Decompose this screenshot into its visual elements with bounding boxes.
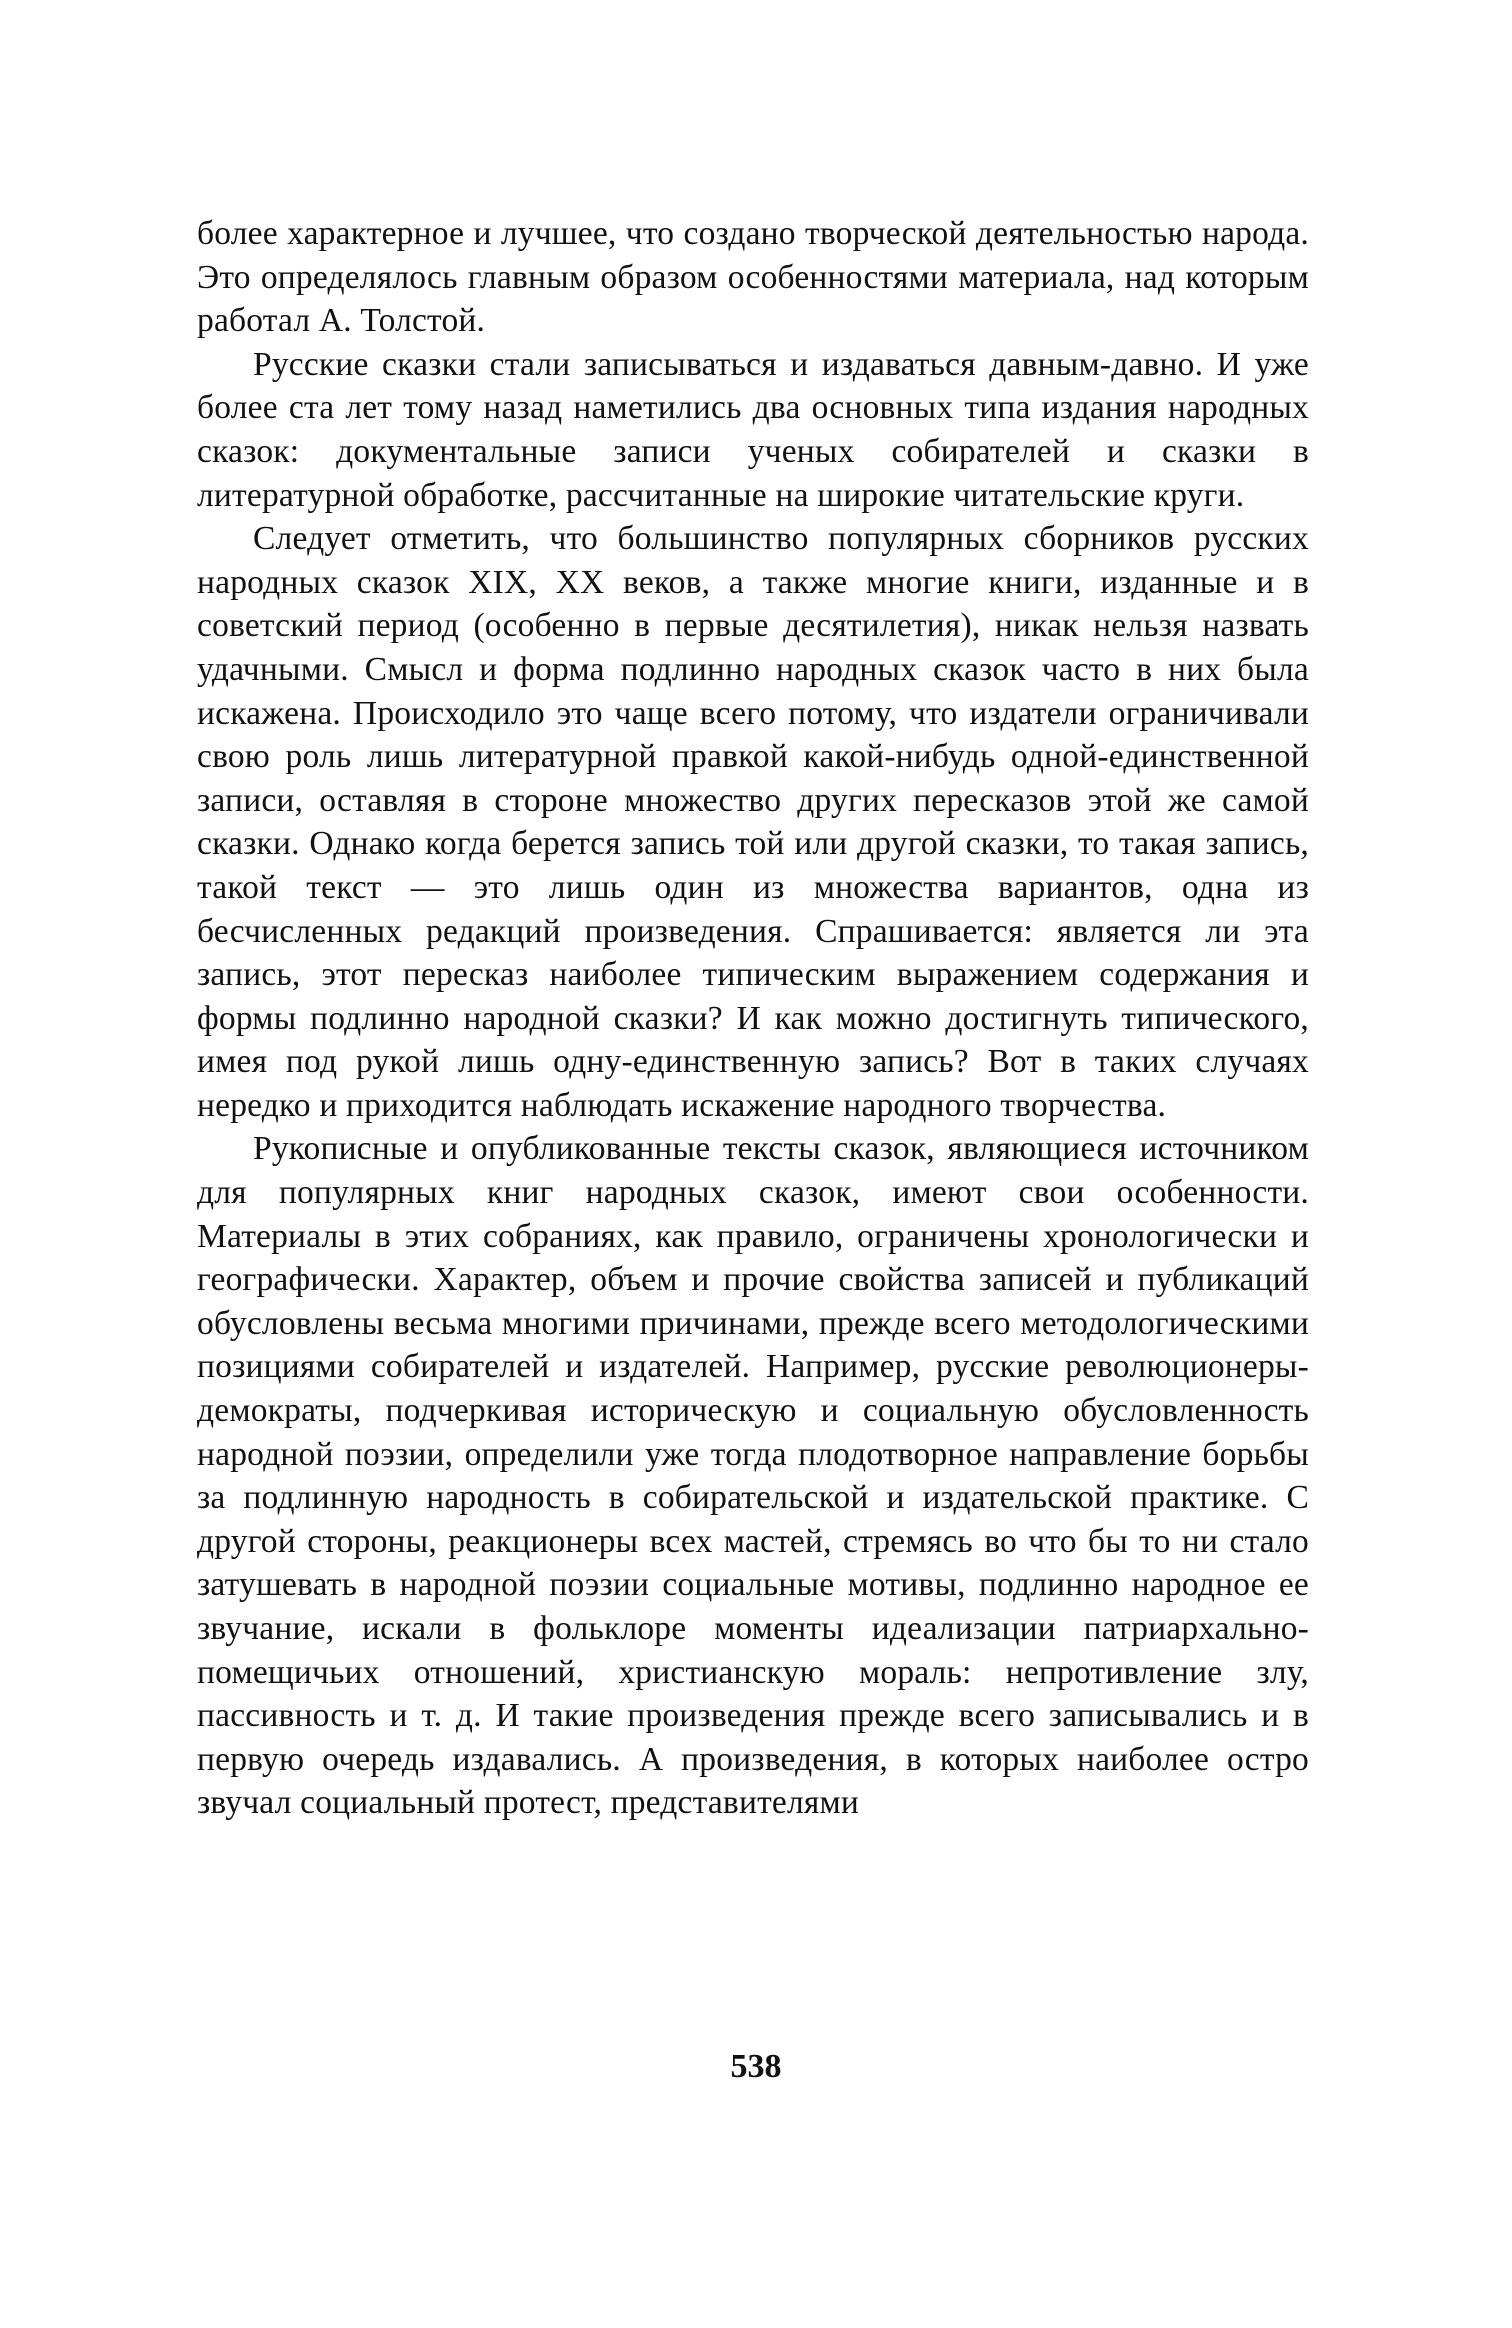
paragraph-folk-tales-editions: Русские сказки стали записываться и издаваться давным-давно. И уже более ста лет тому назад наметились два основных типа издания народных сказок: документальные записи ученых собирателей и сказки в литературной обработке, рассчитанные на широкие читательские круги.	[197, 345, 1309, 514]
paragraph-continuation: более характерное и лучшее, что создано творческой деятельностью народа. Это определялось главным образом особенностями материала, над которым работал А. Толстой.	[197, 215, 1309, 340]
paragraph-popular-collections: Следует отметить, что большинство популярных сборников русских народных сказок XIX, XX веков, а также многие книги, изданные и в советский период (особенно в первые десятилетия), никак нельзя назвать удачными. Смысл и форма подлинно народных сказок часто в них была искажена. Происходило это чаще всего потому, что издатели ограничивали свою роль лишь литературной правкой какой-нибудь одной-единственной записи, оставляя в стороне множество других пересказов этой же самой сказки. Однако когда берется запись той или другой сказки, то такая запись, такой текст — это лишь один из множества вариантов, одна из бесчисленных редакций произведения. Спрашивается: является ли эта запись, этот пересказ наиболее типическим выражением содержания и формы подлинно народной сказки? И как можно достигнуть типического, имея под рукой лишь одну-единственную запись? Вот в таких случаях нередко и приходится наблюдать искажение народного творчества.	[197, 520, 1309, 1124]
page-number: 538	[730, 2048, 782, 2085]
paragraph-manuscript-texts: Рукописные и опубликованные тексты сказок, являющиеся источником для популярных книг народных сказок, имеют свои особенности. Материалы в этих собраниях, как правило, ограничены хронологически и географически. Характер, объем и прочие свойства записей и публикаций обусловлены весьма многими причинами, прежде всего методологическими позициями собирателей и издателей. Например, русские революционеры-демократы, подчеркивая историческую и социальную обусловленность народной поэзии, определили уже тогда плодотворное направление борьбы за подлинную народность в собирательской и издательской практике. С другой стороны, реакционеры всех мастей, стремясь во что бы то ни стало затушевать в народной поэзии социальные мотивы, подлинно народное ее звучание, искали в фольклоре моменты идеализации патриархально-помещичьих отношений, христианскую мораль: непротивление злу, пассивность и т. д. И такие произведения прежде всего записывались и в первую очередь издавались. А произведения, в которых наиболее остро звучал социальный протест, представителями	[197, 1130, 1309, 1822]
body-text	[197, 212, 1309, 1825]
